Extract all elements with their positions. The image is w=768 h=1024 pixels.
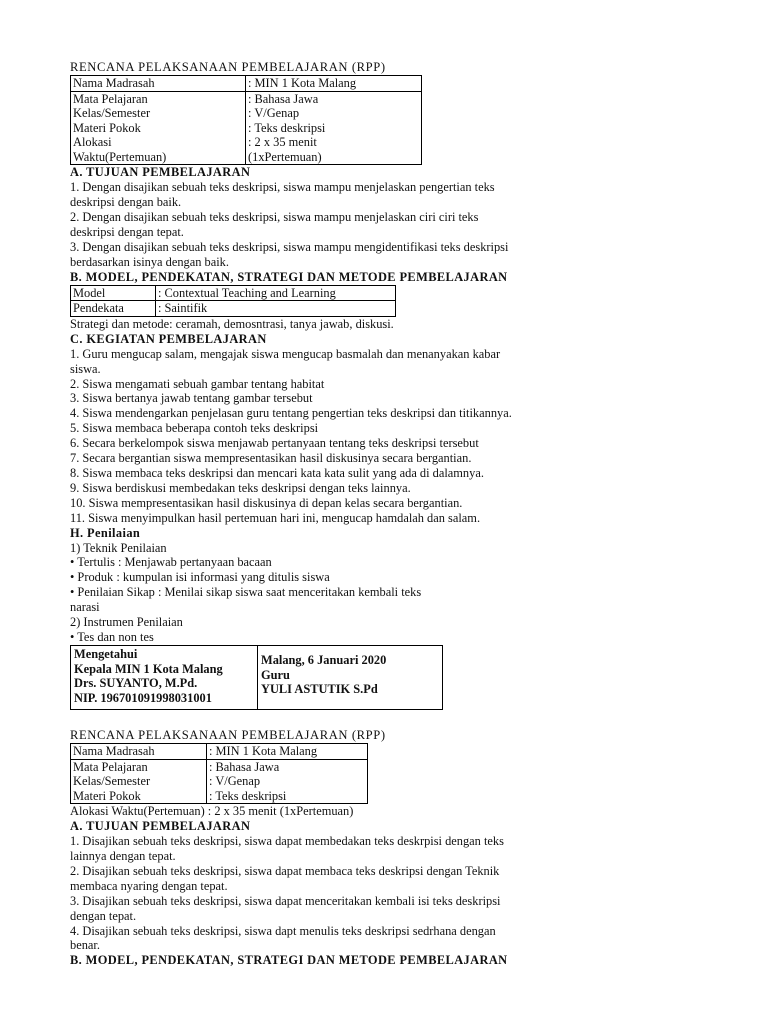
info-row: Alokasi : 2 x 35 menit (71, 135, 422, 150)
strategi-text: Strategi dan metode: ceramah, demosntrasi, tanya jawab, diskusi. (70, 316, 394, 331)
model-row: Pendekata : Saintifik (71, 301, 396, 317)
penilaian-line: • Produk : kumpulan isi informasi yang ditulis siswa (70, 570, 330, 585)
doc2-section-b-heading: B. MODEL, PENDEKATAN, STRATEGI DAN METODE PEMBELAJARAN (70, 953, 508, 968)
penilaian-list (70, 541, 710, 645)
doc2-title: RENCANA PELAKSANAAN PEMBELAJARAN (RPP) (70, 728, 386, 743)
signature-line: YULI ASTUTIK S.Pd (261, 682, 378, 697)
info-row: Materi Pokok : Teks deskripsi (71, 789, 368, 804)
tujuan-line: benar. (70, 938, 100, 953)
tujuan-line: 1. Disajikan sebuah teks deskripsi, siswa dapat membedakan teks deskrpisi dengan teks (70, 834, 504, 849)
info-row: Mata Pelajaran : Bahasa Jawa (71, 91, 422, 106)
info-row: Materi Pokok : Teks deskripsi (71, 121, 422, 136)
tujuan-line: 3. Disajikan sebuah teks deskripsi, siswa dapat menceritakan kembali isi teks deskripsi (70, 893, 501, 908)
doc1-info-table (70, 75, 422, 166)
kegiatan-line: 2. Siswa mengamati sebuah gambar tentang habitat (70, 376, 325, 391)
signature-line: NIP. 196701091998031001 (74, 691, 212, 706)
tujuan-line: deskripsi dengan tepat. (70, 225, 184, 240)
penilaian-line: • Penilaian Sikap : Menilai sikap siswa saat menceritakan kembali teks (70, 585, 422, 600)
kegiatan-line: 4. Siswa mendengarkan penjelasan guru tentang pengertian teks deskripsi dan titikannya. (70, 406, 512, 421)
alokasi-text: Alokasi Waktu(Pertemuan) : 2 x 35 menit (1xPertemuan) (70, 804, 354, 819)
info-row: Kelas/Semester : V/Genap (71, 774, 368, 789)
signature-table (70, 645, 443, 710)
info-row: Kelas/Semester : V/Genap (71, 106, 422, 121)
tujuan-line: 4. Disajikan sebuah teks deskripsi, siswa dapt menulis teks deskripsi sedrhana dengan (70, 923, 496, 938)
penilaian-line: • Tes dan non tes (70, 629, 154, 644)
tujuan-list (70, 180, 710, 269)
section-c-heading: C. KEGIATAN PEMBELAJARAN (70, 331, 267, 346)
info-row: Nama Madrasah : MIN 1 Kota Malang (71, 743, 368, 759)
signature-line: Drs. SUYANTO, M.Pd. (74, 676, 198, 691)
penilaian-line: • Tertulis : Menjawab pertanyaan bacaan (70, 555, 272, 570)
tujuan-line: 2. Disajikan sebuah teks deskripsi, siswa dapat membaca teks deskripsi dengan Teknik (70, 863, 500, 878)
signature-line: Mengetahui (74, 646, 138, 661)
tujuan-line: lainnya dengan tepat. (70, 849, 176, 864)
doc2-info-table (70, 743, 368, 804)
info-row: Nama Madrasah : MIN 1 Kota Malang (71, 75, 422, 91)
kegiatan-line: 9. Siswa berdiskusi membedakan teks deskripsi dengan teks lainnya. (70, 480, 411, 495)
section-h-heading: H. Penilaian (70, 525, 141, 540)
info-row: Waktu(Pertemuan) (1xPertemuan) (71, 150, 422, 165)
doc1-title: RENCANA PELAKSANAAN PEMBELAJARAN (RPP) (70, 60, 386, 74)
tujuan-line: 1. Dengan disajikan sebuah teks deskripsi, siswa mampu menjelaskan pengertian teks (70, 180, 495, 195)
penilaian-line: narasi (70, 600, 100, 615)
penilaian-line: 1) Teknik Penilaian (70, 540, 167, 555)
signature-left (71, 645, 258, 709)
kegiatan-line: siswa. (70, 361, 101, 376)
kegiatan-line: 1. Guru mengucap salam, mengajak siswa mengucap basmalah dan menanyakan kabar (70, 346, 501, 361)
kegiatan-line: 10. Siswa mempresentasikan hasil diskusinya di depan kelas secara bergantian. (70, 495, 463, 510)
info-row: Mata Pelajaran : Bahasa Jawa (71, 759, 368, 774)
signature-line: Kepala MIN 1 Kota Malang (74, 661, 223, 676)
section-b-heading: B. MODEL, PENDEKATAN, STRATEGI DAN METODE PEMBELAJARAN (70, 269, 508, 284)
document-page (70, 60, 710, 968)
model-table (70, 285, 396, 317)
kegiatan-list (70, 347, 710, 526)
penilaian-line: 2) Instrumen Penilaian (70, 615, 183, 630)
signature-line: Malang, 6 Januari 2020 (261, 652, 387, 667)
kegiatan-line: 3. Siswa bertanya jawab tentang gambar tersebut (70, 391, 313, 406)
tujuan-line: 3. Dengan disajikan sebuah teks deskripsi, siswa mampu mengidentifikasi teks deskripsi (70, 240, 509, 254)
tujuan-line: dengan tepat. (70, 908, 137, 923)
tujuan-line: deskripsi dengan baik. (70, 195, 182, 210)
tujuan-line: membaca nyaring dengan tepat. (70, 878, 228, 893)
tujuan-line: berdasarkan isinya dengan baik. (70, 254, 229, 269)
kegiatan-line: 6. Secara berkelompok siswa menjawab pertanyaan tentang teks deskripsi tersebut (70, 436, 479, 451)
kegiatan-line: 5. Siswa membaca beberapa contoh teks deskripsi (70, 421, 319, 436)
doc2-tujuan-list (70, 834, 710, 953)
tujuan-line: 2. Dengan disajikan sebuah teks deskripsi, siswa mampu menjelaskan ciri ciri teks (70, 210, 479, 225)
signature-line: Guru (261, 667, 290, 682)
kegiatan-line: 7. Secara bergantian siswa mempresentasikan hasil diskusinya secara bergantian. (70, 451, 472, 466)
kegiatan-line: 8. Siswa membaca teks deskripsi dan mencari kata kata sulit yang ada di dalamnya. (70, 465, 484, 480)
model-row: Model : Contextual Teaching and Learning (71, 285, 396, 301)
section-a-heading: A. TUJUAN PEMBELAJARAN (70, 165, 251, 180)
kegiatan-line: 11. Siswa menyimpulkan hasil pertemuan hari ini, mengucap hamdalah dan salam. (70, 510, 481, 525)
signature-right (258, 645, 443, 709)
doc2-section-a-heading: A. TUJUAN PEMBELAJARAN (70, 819, 251, 834)
